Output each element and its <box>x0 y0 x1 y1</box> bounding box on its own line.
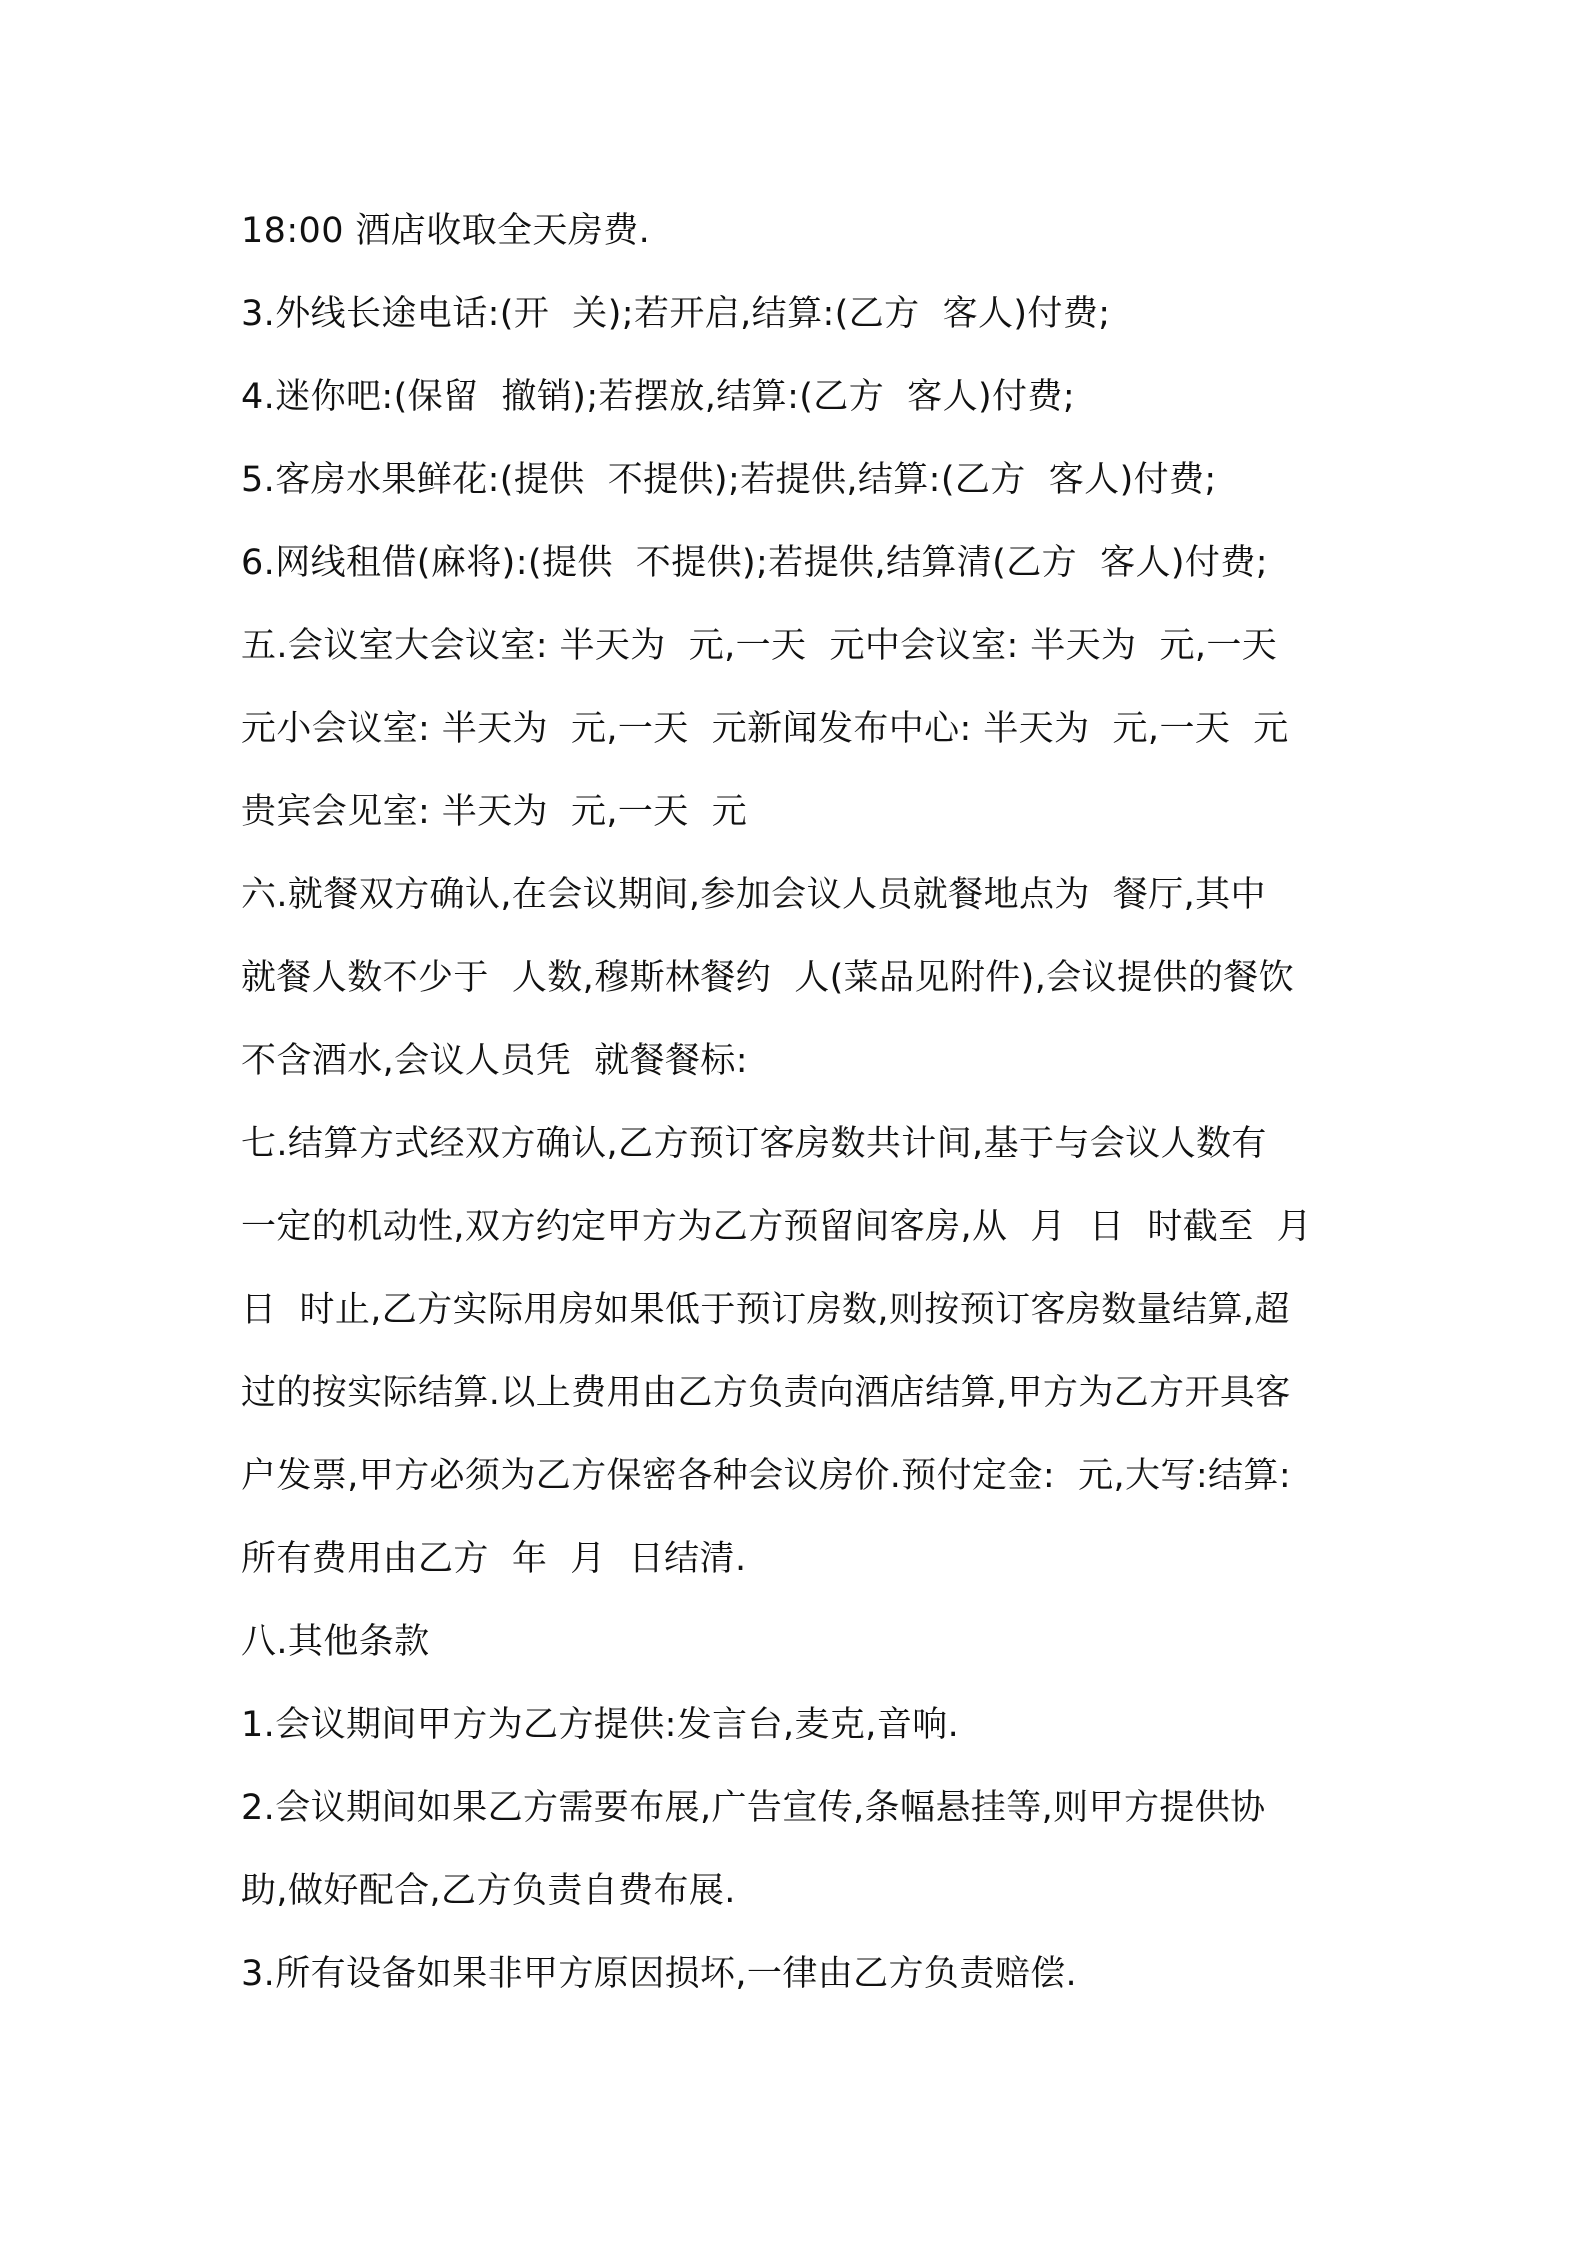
text-line: 助,做好配合,乙方负责自费布展. <box>241 1871 736 1911</box>
text-line: 八.其他条款 <box>241 1622 430 1662</box>
text-line: 贵宾会见室: 半天为 元,一天 元 <box>241 792 748 832</box>
text-line: 户发票,甲方必须为乙方保密各种会议房价.预付定金: 元,大写:结算: <box>241 1456 1292 1496</box>
text-line: 过的按实际结算.以上费用由乙方负责向酒店结算,甲方为乙方开具客 <box>241 1373 1291 1413</box>
text-line: 2.会议期间如果乙方需要布展,广告宣传,条幅悬挂等,则甲方提供协 <box>241 1788 1266 1828</box>
text-line: 3.外线长途电话:(开 关);若开启,结算:(乙方 客人)付费; <box>241 294 1111 334</box>
text-line: 不含酒水,会议人员凭 就餐餐标: <box>241 1041 748 1081</box>
text-line: 5.客房水果鲜花:(提供 不提供);若提供,结算:(乙方 客人)付费; <box>241 460 1217 500</box>
text-line: 4.迷你吧:(保留 撤销);若摆放,结算:(乙方 客人)付费; <box>241 377 1076 417</box>
text-line: 所有费用由乙方 年 月 日结清. <box>241 1539 747 1579</box>
text-line: 六.就餐双方确认,在会议期间,参加会议人员就餐地点为 餐厅,其中 <box>241 875 1266 915</box>
text-line: 一定的机动性,双方约定甲方为乙方预留间客房,从 月 日 时截至 月 <box>241 1207 1313 1247</box>
text-line: 1.会议期间甲方为乙方提供:发言台,麦克,音响. <box>241 1705 960 1745</box>
text-line: 6.网线租借(麻将):(提供 不提供);若提供,结算清(乙方 客人)付费; <box>241 543 1268 583</box>
text-line: 七.结算方式经双方确认,乙方预订客房数共计间,基于与会议人数有 <box>241 1124 1267 1164</box>
text-line: 五.会议室大会议室: 半天为 元,一天 元中会议室: 半天为 元,一天 <box>241 626 1278 666</box>
text-line: 18:00 酒店收取全天房费. <box>241 211 651 251</box>
text-line: 日 时止,乙方实际用房如果低于预订房数,则按预订客房数量结算,超 <box>241 1290 1290 1330</box>
text-line: 元小会议室: 半天为 元,一天 元新闻发布中心: 半天为 元,一天 元 <box>241 709 1289 749</box>
text-line: 3.所有设备如果非甲方原因损坏,一律由乙方负责赔偿. <box>241 1954 1078 1994</box>
document-body <box>241 190 1361 2016</box>
text-line: 就餐人数不少于 人数,穆斯林餐约 人(菜品见附件),会议提供的餐饮 <box>241 958 1295 998</box>
